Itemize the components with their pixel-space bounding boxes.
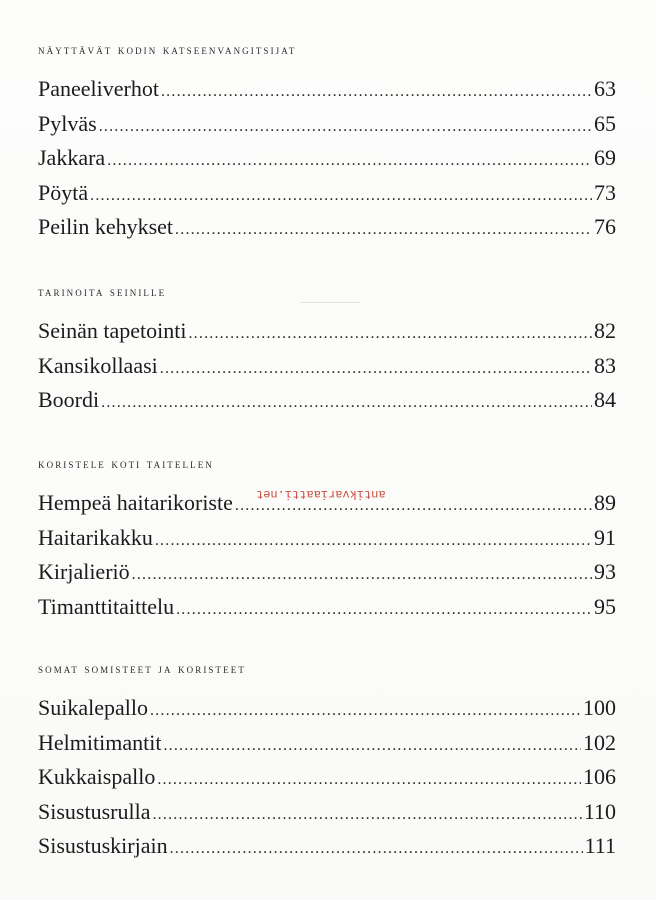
toc-section-4 bbox=[38, 657, 616, 864]
dot-leader bbox=[152, 798, 581, 833]
entry-page-number: 111 bbox=[584, 833, 616, 858]
toc-entry-pylvas[interactable] bbox=[38, 107, 616, 142]
dot-leader bbox=[160, 352, 592, 387]
entry-title: Suikalepallo bbox=[38, 695, 148, 720]
entry-page-number: 91 bbox=[594, 524, 616, 550]
entry-title: Sisustusrulla bbox=[38, 798, 151, 824]
toc-section-1 bbox=[38, 38, 616, 245]
entry-page-number: 76 bbox=[594, 214, 616, 239]
entry-page-number: 73 bbox=[594, 179, 616, 205]
entry-page-number: 89 bbox=[594, 490, 616, 515]
entry-page-number: 65 bbox=[594, 110, 616, 136]
toc-entry-helmitimantit[interactable] bbox=[38, 726, 616, 761]
section-heading: somat somisteet ja koristeet bbox=[38, 661, 246, 676]
entry-page-number: 106 bbox=[583, 764, 616, 789]
dot-leader bbox=[150, 694, 581, 729]
dot-leader bbox=[170, 832, 583, 867]
toc-entry-paneeliverhot[interactable] bbox=[38, 72, 616, 107]
toc-section-2 bbox=[38, 280, 616, 418]
dot-leader bbox=[161, 75, 592, 110]
toc-section-3 bbox=[38, 452, 616, 624]
toc-entry-poyta[interactable] bbox=[38, 176, 616, 211]
toc-entry-kirjalierio[interactable] bbox=[38, 555, 616, 590]
toc-entry-kukkaispallo[interactable] bbox=[38, 760, 616, 795]
dot-leader bbox=[155, 524, 592, 559]
dot-leader bbox=[132, 558, 592, 593]
dot-leader bbox=[157, 763, 581, 798]
paper-smudge bbox=[300, 302, 360, 303]
entry-page-number: 63 bbox=[594, 76, 616, 101]
entry-title: Timanttitaittelu bbox=[38, 593, 175, 619]
entry-title: Helmitimantit bbox=[38, 729, 162, 755]
dot-leader bbox=[188, 317, 592, 352]
entry-title: Paneeliverhot bbox=[38, 76, 159, 101]
toc-entry-sisustusrulla[interactable] bbox=[38, 795, 616, 830]
section-heading: tarinoita seinille bbox=[38, 284, 167, 299]
entry-title: Pöytä bbox=[38, 179, 89, 205]
entry-page-number: 93 bbox=[594, 559, 616, 584]
entry-page-number: 83 bbox=[594, 352, 616, 378]
toc-entry-timanttitaittelu[interactable] bbox=[38, 590, 616, 625]
toc-entry-peilin-kehykset[interactable] bbox=[38, 210, 616, 245]
toc-entry-boordi[interactable] bbox=[38, 383, 616, 418]
toc-entry-seinan-tapetointi[interactable] bbox=[38, 314, 616, 349]
entry-title: Kukkaispallo bbox=[38, 764, 156, 789]
entry-title: Peilin kehykset bbox=[38, 214, 174, 239]
entry-title: Jakkara bbox=[38, 145, 106, 170]
dot-leader bbox=[101, 386, 592, 421]
section-heading: näyttävät kodin katseenvangitsijat bbox=[38, 42, 297, 57]
entry-page-number: 69 bbox=[594, 145, 616, 170]
entry-title: Kirjalieriö bbox=[38, 559, 130, 584]
entry-title: Seinän tapetointi bbox=[38, 318, 187, 343]
dot-leader bbox=[163, 729, 581, 764]
toc-entry-jakkara[interactable] bbox=[38, 141, 616, 176]
entry-page-number: 102 bbox=[583, 729, 616, 755]
dot-leader bbox=[99, 110, 592, 145]
toc-entry-kansikollaasi[interactable] bbox=[38, 349, 616, 384]
section-heading: koristele koti taitellen bbox=[38, 456, 214, 471]
watermark-text: antikvariaatti.net bbox=[256, 487, 386, 501]
entry-page-number: 84 bbox=[594, 387, 616, 412]
toc-entry-haitarikakku[interactable] bbox=[38, 521, 616, 556]
entry-title: Sisustuskirjain bbox=[38, 833, 168, 858]
dot-leader bbox=[176, 593, 592, 628]
entry-page-number: 95 bbox=[594, 593, 616, 619]
toc-entry-suikalepallo[interactable] bbox=[38, 691, 616, 726]
entry-title: Boordi bbox=[38, 387, 100, 412]
entry-title: Haitarikakku bbox=[38, 524, 153, 550]
dot-leader bbox=[107, 144, 592, 179]
entry-title: Pylväs bbox=[38, 110, 97, 136]
entry-page-number: 100 bbox=[583, 695, 616, 720]
entry-page-number: 110 bbox=[583, 798, 616, 824]
dot-leader bbox=[175, 213, 592, 248]
entry-title: Hempeä haitarikoriste bbox=[38, 490, 233, 515]
dot-leader bbox=[90, 179, 592, 214]
toc-entry-sisustuskirjain[interactable] bbox=[38, 829, 616, 864]
entry-page-number: 82 bbox=[594, 318, 616, 343]
entry-title: Kansikollaasi bbox=[38, 352, 158, 378]
